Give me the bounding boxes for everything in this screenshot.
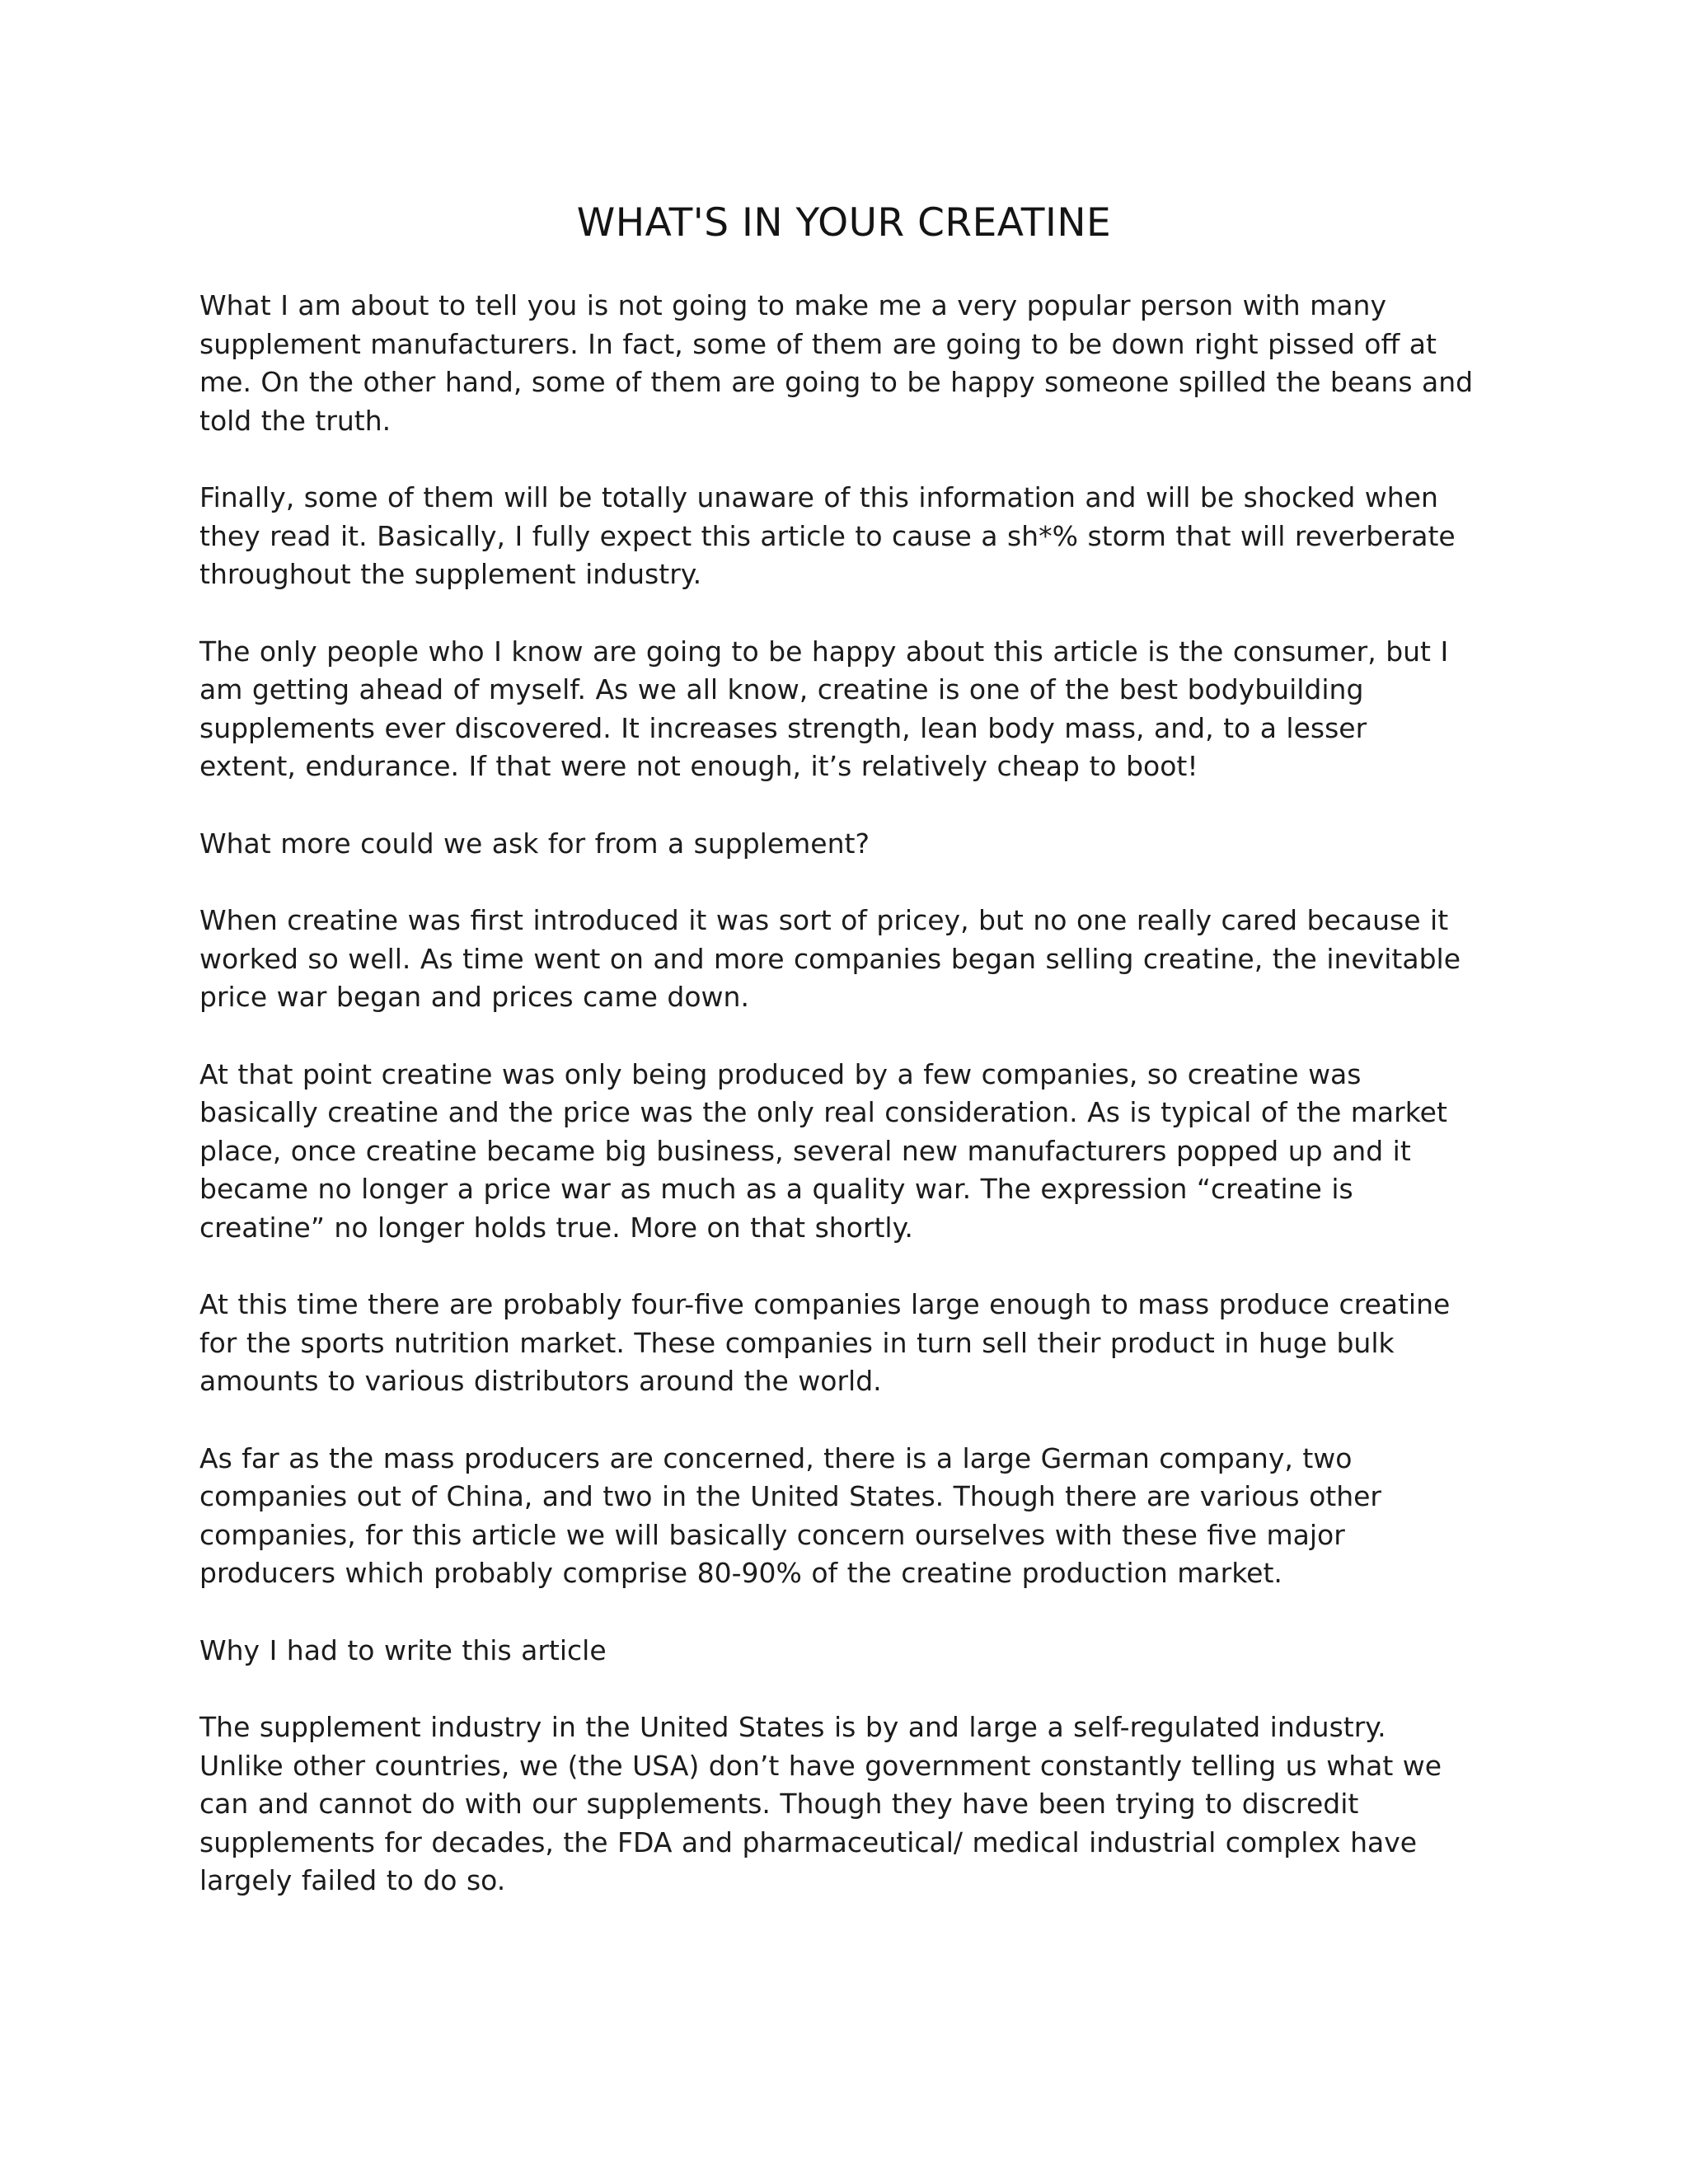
document-title: WHAT'S IN YOUR CREATINE	[576, 200, 1112, 246]
paragraph-consumer: The only people who I know are going to be happy about this article is the consumer, but I am getting ahead of myself. As we all know, creatine is one of the best bodybuilding supplements ever discovered. It increases strength, lean body mass, and, to a lesser extent, endurance. If that were not enough, it’s relatively cheap to boot!	[199, 635, 1449, 782]
paragraph-history: When creatine was first introduced it was sort of pricey, but no one really cared because it worked so well. As time went on and more companies began selling creatine, the inevitable price war began and prices came down.	[199, 904, 1461, 1013]
document-body	[199, 287, 1502, 1939]
paragraph-shock: Finally, some of them will be totally unaware of this information and will be shocked when they read it. Basically, I fully expect this article to cause a sh*% storm that will reverberate throughout the supplement industry.	[199, 481, 1456, 590]
paragraph-question: What more could we ask for from a supplement?	[199, 827, 870, 860]
paragraph-quality-war: At that point creatine was only being produced by a few companies, so creatine was basically creatine and the price was the only real consideration. As is typical of the market place, once creatine became big business, several new manufacturers popped up and it became no longer a price war as much as a quality war. The expression “creatine is creatine” no longer holds true. More on that shortly.	[199, 1057, 1447, 1244]
paragraph-producers: At this time there are probably four-five companies large enough to mass produce creatine for the sports nutrition market. These companies in turn sell their product in huge bulk amounts to various distributors around the world.	[199, 1288, 1451, 1397]
paragraph-intro: What I am about to tell you is not going to make me a very popular person with many supplement manufacturers. In fact, some of them are going to be down right pissed off at me. On the other hand, some of them are going to be happy someone spilled the beans and told the truth.	[199, 289, 1474, 437]
paragraph-mass-producers: As far as the mass producers are concerned, there is a large German company, two companies out of China, and two in the United States. Though there are various other companies, for this article we will basically concern ourselves with these five major producers which probably comprise 80-90% of the creatine production market.	[199, 1441, 1381, 1589]
section-heading-why: Why I had to write this article	[199, 1633, 607, 1666]
paragraph-regulation: The supplement industry in the United States is by and large a self-regulated industry. Unlike other countries, we (the USA) don’t have government constantly telling us what we can and cannot do with our supplements. Though they have been trying to discredit supplements for decades, the FDA and pharmaceutical/ medical industrial complex have largely failed to do so.	[199, 1711, 1442, 1896]
